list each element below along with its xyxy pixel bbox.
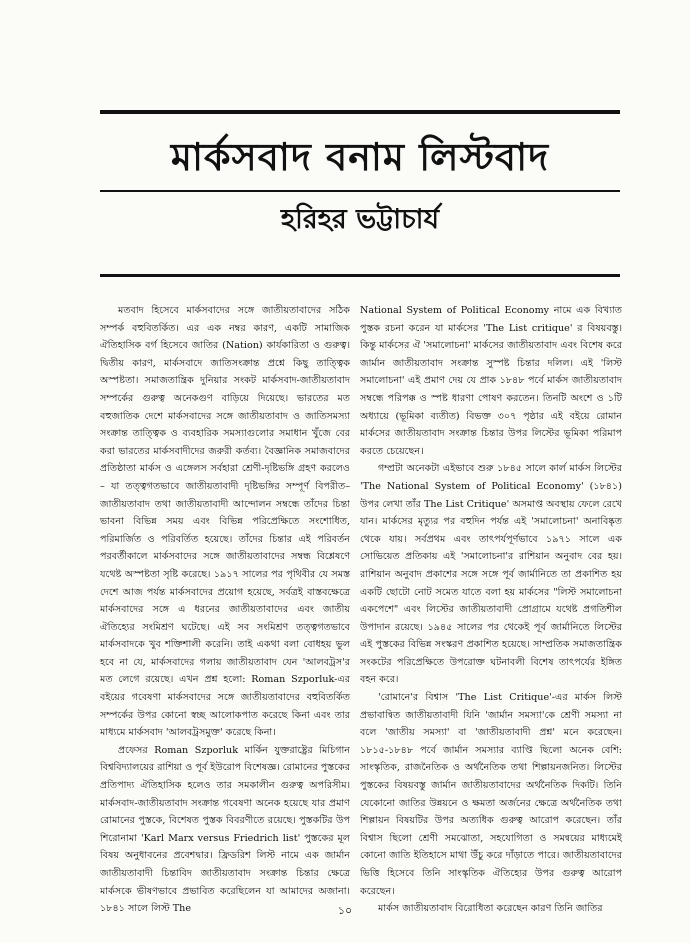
paragraph: গম্প্রটা অনেকটা এইভাবে শুরু ১৮৪৫ সালে কার্ল মার্কস লিস্টের 'The National System of Political Economy' (১৮৪১) উপর লেখা তাঁর The List Critique' অসমাপ্ত অবস্থায় ফেলে রেখে যান। মার্কসের মৃত্যুর পর বহুদিন পর্যন্ত এই 'সমালোচনা' অনাবিষ্কৃত থেকে যায়। সর্বপ্রথম এবং তাৎপর্যপূর্ণভাবে ১৯৭১ সালে এক সোভিয়েত প্রতিকায় এই 'সমালোচনা'র রাশিয়ান অনুবাদ বের হয়। রাশিয়ান অনুবাদ প্রকাশের সঙ্গে সঙ্গে পূর্ব জার্মানিতে তা প্রকাশিত হয় একটি ছোটো নোট সমেত যাতে বলা হয় মার্কসের "লিস্ট সমালোচনা একপেশে" এবং লিস্টের জাতীয়তাবাদী প্রোগ্রামে যথেষ্ট প্রগতিশীল উপাদান রয়েছে। ১৯৪৫ সালের পর থেকেই পূর্ব জার্মানিতে লিস্টের এই পুস্তকের বিভিন্ন সংস্করণ প্রকাশিত হয়েছে। সাম্প্রতিক সমাজতান্ত্রিক সংকটের পরিপ্রেক্ষিতে উপরোক্ত ঘটনাবলী বিশেষ তাৎপর্যের ইঙ্গিত বহন করে। [360,463,622,686]
paragraph: মার্কস জাতীয়তাবাদ বিরোধিতা করেছেন কারণ তিনি জাতির [378,903,603,915]
page-number: ১০ [337,904,353,917]
article-author: হরিহর ভট্টাচার্য [280,204,440,235]
left-column [100,302,350,918]
paragraph: National System of Political Economy নামে এক বিখ্যাত পুস্তক রচনা করেন যা মার্কসের 'The List critique' র বিষয়বস্তু। কিন্তু মার্কসের ঐ 'সমালোচনা' মার্কসের জাতীয়তাবাদ এবং বিশেষ করে জার্মান জাতীয়তাবাদ সংক্রান্ত সুস্পষ্ট চিন্তার দলিল। এই 'লিস্ট সমালোচনা' এই প্রমাণ দেয় যে প্রাক ১৮৪৮ পর্বে মার্কস জাতীয়তাবাদ সম্বন্ধে পরিপক্ক ও স্পষ্ট ধারণা পোষণ করতেন। তিনটি অংশে ও ১টি অধ্যায়ে (ভূমিকা ব্যতীত) বিভক্ত ৩০৭ পৃষ্ঠার এই বইয়ে রোমান মার্কসের জাতীয়তাবাদ সংক্রান্ত চিন্তার উপর লিস্টের ভূমিকা পরিমাপ করতে চেয়েছেন। [360,305,622,457]
title-divider [100,190,620,192]
right-column [360,302,622,918]
article-title: মার্কসবাদ বনাম লিস্টবাদ [170,135,550,179]
paragraph: মতবাদ হিসেবে মার্কসবাদের সঙ্গে জাতীয়তাবাদের সঠিক সম্পর্ক বহুবিতর্কিত। এর এক নম্বর কারণ, একটি সামাজিক ঐতিহাসিক বর্গ হিসেবে জাতির (Nation) কার্যকারিতা ও গুরুত্ব। দ্বিতীয় কারণ, মার্কসবাদে জাতিসংক্রান্ত প্রশ্নে কিছু তাত্ত্বিক অস্পষ্টতা। সমাজতান্ত্রিক দুনিয়ার সংকট মার্কসবাদ-জাতীয়তাবাদ সম্পর্কের গুরুত্ব অনেকগুণ বাড়িয়ে দিয়েছে। ভারতের মত বহুজাতিক দেশে মার্কসবাদের সঙ্গে জাতীয়তাবাদ ও জাতিসমস্যা সংক্রান্ত তাত্ত্বিক ও ব্যবহারিক সমস্যাগুলোর সমাধান খুঁজে বের করা ভারতের মার্কসবাদীদের জরুরী কর্তব্য। বৈজ্ঞানিক সমাজবাদের প্রতিষ্ঠাতা মার্কস ও এঙ্গেলস সর্বহারা শ্রেণী-দৃষ্টিভঙ্গি গ্রহণ করলেও – যা তত্ত্বগতভাবে জাতীয়তাবাদী দৃষ্টিভঙ্গির সম্পূর্ণ বিপরীত– জাতীয়তাবাদ তথা জাতীয়তাবাদী আন্দোলন সম্বন্ধে তাঁদের চিন্তা ভাবনা বিভিন্ন সময় এবং বিভিন্ন পরিপ্রেক্ষিতে সংশোধিত, পরিমার্জিত ও পরিবর্তিত হয়েছে। তাঁদের চিন্তার এই পরিবর্তন পরবর্তীকালে মার্কসবাদের সঙ্গে জাতীয়তাবাদের সম্বন্ধ বিশ্লেষণে যথেষ্ট অস্পষ্টতা সৃষ্টি করেছে। ১৯১৭ সালের পর পৃথিবীর যে সমস্ত দেশে আজ পর্যন্ত মার্কসবাদের প্রয়োগ হয়েছে, সর্বত্রই বাস্তবক্ষেত্রে মার্কসবাদের সঙ্গে এ ধরনের জাতীয়তাবাদের এবং জাতীয় ঐতিহ্যের সংমিশ্রণ ঘটেছে। এই সব সংমিশ্রণ তত্ত্বগতভাবে মার্কসবাদকে খুব শক্তিশালী করেনি। তাই একথা বলা বোধহয় ভুল হবে না যে, মার্কসবাদের গলায় জাতীয়তাবাদ যেন 'আলবট্রস'র মত লেগে রয়েছে। এখন প্রশ্ন হলো: Roman Szporluk-এর বইয়ের গবেষণা মার্কসবাদের সঙ্গে জাতীয়তাবাদের বহুবিতর্কিত সম্পর্কের উপর কোনো স্বচ্ছ আলোকপাত করেছে কিনা এবং তার মাধ্যমে মার্কসবাদ 'আলবট্রসমুক্ত' করেছে কিনা। [100,305,350,739]
paragraph: 'রোমানে'র বিশ্বাস 'The List Critique'-এর মার্কস লিস্ট প্রভাবান্বিত জাতীয়তাবাদী যিনি 'জার্মান সমস্যা'কে শ্রেণী সমস্যা না বলে 'জাতীয় সমস্যা' বা 'জাতীয়তাবাদী প্রশ্ন' মনে করেছেন। ১৮১৫-১৮৪৮ পর্বে জার্মান সমস্যার ব্যাপ্তি ছিলো অনেক বেশি: সাংস্কৃতিক, রাজনৈতিক ও অর্থনৈতিক তথা শিল্পায়নজনিত। লিস্টের পুস্তকের বিষয়বস্তু জার্মান জাতীয়তাবাদের অর্থনৈতিক দিকটি। তিনি যেকোনো জাতির উন্নয়নে ও ক্ষমতা অর্জনের ক্ষেত্রে অর্থনৈতিক তথা শিল্পায়ন বিষয়টির উপর অত্যধিক গুরুত্ব আরোপ করেছেন। তাঁর বিশ্বাস ছিলো শ্রেণী সমঝোতা, সহযোগিতা ও সমন্বয়ের মাধ্যমেই কোনো জাতি ইতিহাসে মাথা উঁচু করে দাঁড়াতে পারে। জাতীয়তাবাদের ভিত্তি হিসেবে তিনি সাংস্কৃতিক ঐতিহ্যের উপর গুরুত্ব আরোপ করেছেন। [360,692,622,897]
top-rule [100,110,620,114]
paragraph: প্রফেসর Roman Szporluk মার্কিন যুক্তরাষ্ট্রের মিচিগান বিশ্ববিদ্যালয়ের রাশিয়া ও পূর্ব ইউরোপ বিশেষজ্ঞ। রোমানের পুস্তকের প্রতিপাদ্য ঐতিহাসিক হলেও তার সমকালীন গুরুত্ব অপরিসীম। মার্কসবাদ-জাতীয়তাবাদ সংক্রান্ত গবেষণা অনেক হয়েছে যার প্রমাণ রোমানের পুস্তকে, বিশেষত পুস্তক বিবরণীতে রয়েছে। পুস্তকটির উপ শিরোনামা 'Karl Marx versus Friedrich list' পুস্তকের মূল বিষয় অনুধাবনের প্রবেশদ্বার। ফ্রিডরিশ লিস্ট নামে এক জার্মান জাতীয়তাবাদী চিন্তাবিদ জাতীয়তাবাদ সংক্রান্ত চিন্তার ক্ষেত্রে মার্কসকে ভীষণভাবে প্রভাবিত করেছিলেন যা আমাদের অজানা। ১৮৪১ সালে লিস্ট The [100,744,350,915]
bottom-rule [100,274,620,277]
